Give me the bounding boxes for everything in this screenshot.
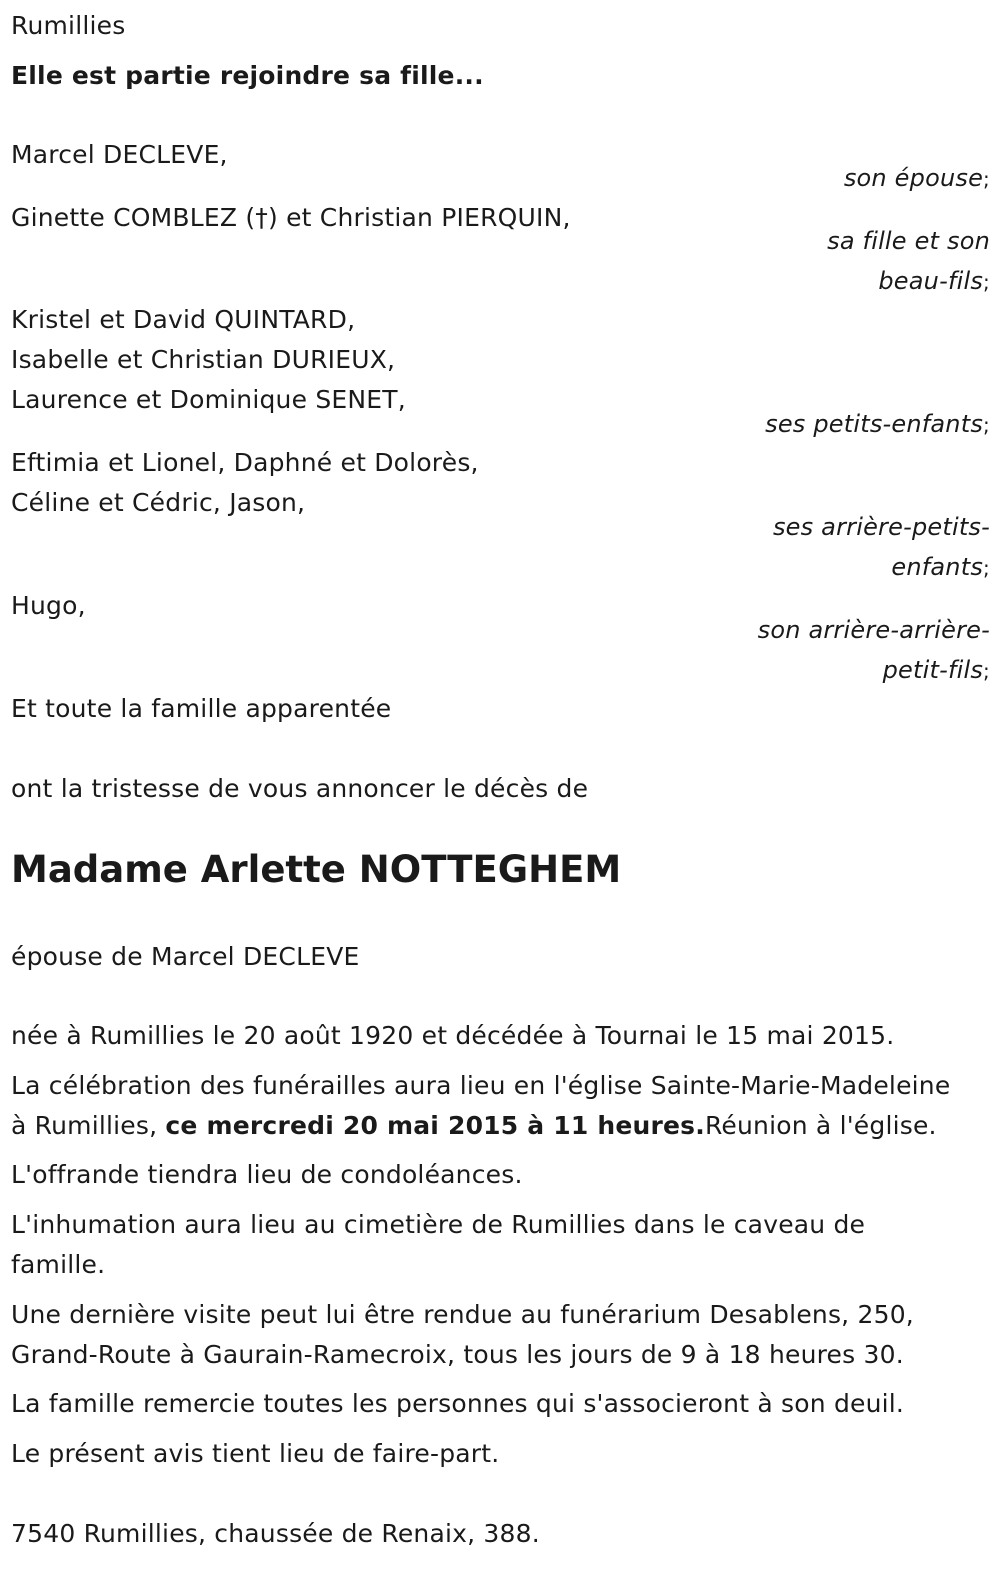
extended-family: Et toute la famille apparentée [11,694,392,723]
daughter-name: Ginette COMBLEZ (†) et Christian PIERQUIN, [11,203,571,232]
spouse-role: son épouse; [843,164,990,192]
grandchild-name: Isabelle et Christian DURIEUX, [11,345,396,374]
announcement: ont la tristesse de vous annoncer le décès de [11,774,589,803]
spouse-of: épouse de Marcel DECLEVE [11,942,360,971]
grandchildren-role: ses petits-enfants; [765,410,990,438]
great-grandchild-name: Eftimia et Lionel, Daphné et Dolorès, [11,448,479,477]
great-grandchildren-role: ses arrière-petits- enfants; [772,513,990,581]
great-grandchild-name: Céline et Cédric, Jason, [11,488,306,517]
great-great-grandson-role: son arrière-arrière- petit-fils; [757,616,990,684]
grandchild-name: Kristel et David QUINTARD, [11,305,356,334]
burial-info: L'inhumation aura lieu au cimetière de Rumillies dans le caveau de famille. [11,1210,866,1279]
address: 7540 Rumillies, chaussée de Renaix, 388. [11,1519,540,1548]
spouse-name: Marcel DECLEVE, [11,140,228,169]
visit-info: Une dernière visite peut lui être rendue au funérarium Desablens, 250, Grand-Route à Gaurain-Ramecroix, tous les jours de 9 à 18 heures 30. [11,1300,914,1369]
locality: Rumillies [11,11,126,40]
tagline: Elle est partie rejoindre sa fille... [11,61,484,90]
notice: Le présent avis tient lieu de faire-part. [11,1439,500,1468]
great-great-grandson-name: Hugo, [11,591,86,620]
deceased-name: Madame Arlette NOTTEGHEM [11,848,622,891]
birth-death: née à Rumillies le 20 août 1920 et décédée à Tournai le 15 mai 2015. [11,1021,895,1050]
offering: L'offrande tiendra lieu de condoléances. [11,1160,523,1189]
grandchild-name: Laurence et Dominique SENET, [11,385,406,414]
thanks: La famille remercie toutes les personnes qui s'associeront à son deuil. [11,1389,905,1418]
funeral-info: La célébration des funérailles aura lieu en l'église Sainte-Marie-Madeleine à Rumillies, ce mercredi 20 mai 2015 à 11 heures.Réunion à l'église. [11,1071,951,1140]
daughter-role: sa fille et son beau-fils; [827,227,990,295]
funeral-date: ce mercredi 20 mai 2015 à 11 heures. [165,1111,705,1140]
